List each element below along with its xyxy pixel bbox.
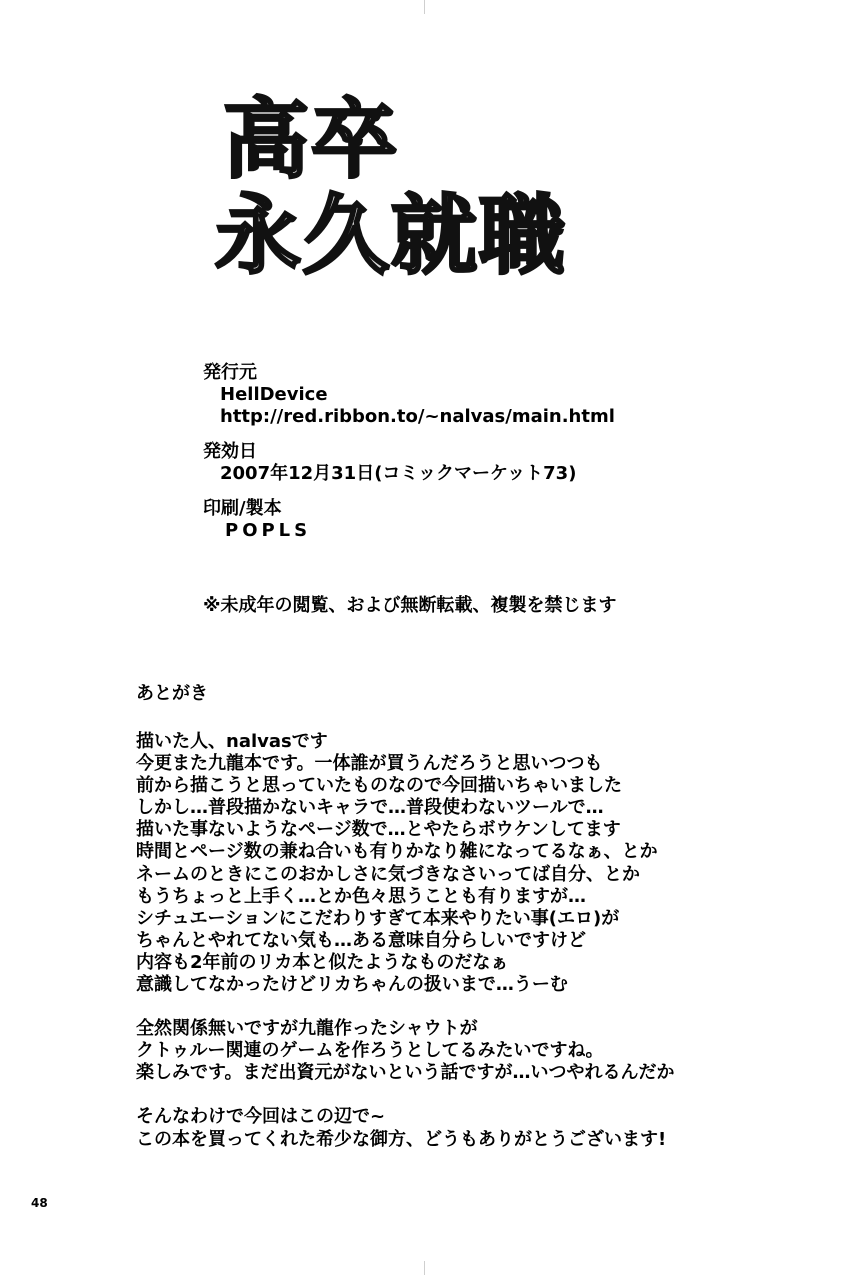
afterword-line: シチュエーションにこだわりすぎて本来やりたい事(エロ)が bbox=[136, 907, 620, 929]
colophon bbox=[203, 362, 763, 555]
afterword-line: 意識してなかったけどリカちゃんの扱いまで…うーむ bbox=[136, 974, 568, 996]
printing-value: POPLS bbox=[225, 520, 312, 541]
afterword-line: ネームのときにこのおかしさに気づきなさいってば自分、とか bbox=[136, 863, 640, 885]
afterword-line: 前から描こうと思っていたものなので今回描いちゃいました bbox=[136, 775, 622, 797]
afterword-paragraph-2 bbox=[136, 1018, 776, 1084]
afterword-line: 描いた人、nalvasです bbox=[136, 731, 328, 752]
reproduction-notice: ※未成年の閲覧、および無断転載、複製を禁じます bbox=[203, 595, 617, 616]
crop-mark-bottom bbox=[424, 1261, 425, 1275]
afterword-line: しかし…普段描かないキャラで…普段使わないツールで… bbox=[136, 797, 604, 819]
book-title bbox=[215, 92, 655, 284]
afterword-line: 時間とページ数の兼ね合いも有りかなり雑になってるなぁ、とか bbox=[136, 841, 658, 863]
afterword-line: そんなわけで今回はこの辺で~ bbox=[136, 1106, 386, 1128]
afterword-line: ちゃんとやれてない気も…ある意味自分らしいですけど bbox=[136, 929, 586, 951]
afterword-line: 楽しみです。まだ出資元がないという話ですが…いつやれるんだか bbox=[136, 1062, 675, 1084]
afterword bbox=[136, 683, 776, 1173]
afterword-line: この本を買ってくれた希少な御方、どうもありがとうございます! bbox=[136, 1128, 667, 1150]
publisher-label: 発行元 bbox=[203, 362, 257, 383]
afterword-line: 全然関係無いですが九龍作ったシャウトが bbox=[136, 1018, 478, 1040]
afterword-line: 描いた事ないようなページ数で…とやたらボウケンしてます bbox=[136, 819, 621, 841]
afterword-paragraph-1 bbox=[136, 731, 776, 996]
publisher-section bbox=[203, 362, 763, 428]
publisher-url: http://red.ribbon.to/~nalvas/main.html bbox=[220, 406, 615, 427]
issue-date-label: 発効日 bbox=[203, 441, 257, 462]
afterword-line: クトゥルー関連のゲームを作ろうとしてるみたいですね。 bbox=[136, 1040, 604, 1062]
afterword-paragraph-3 bbox=[136, 1106, 776, 1150]
printing-label: 印刷/製本 bbox=[203, 498, 282, 519]
book-title-line-1: 高卒 bbox=[223, 90, 399, 190]
issue-date-section bbox=[203, 441, 763, 485]
afterword-line: 今更また九龍本です。一体誰が買うんだろうと思いつつも bbox=[136, 753, 603, 775]
afterword-line: もうちょっと上手く…とか色々思うことも有りますが… bbox=[136, 885, 586, 907]
publisher-name: HellDevice bbox=[220, 384, 328, 405]
issue-date-value: 2007年12月31日(コミックマーケット73) bbox=[220, 463, 577, 484]
page-number: 48 bbox=[31, 1196, 48, 1210]
crop-mark-top bbox=[424, 0, 425, 14]
afterword-line: 内容も2年前のリカ本と似たようなものだなぁ bbox=[136, 951, 509, 973]
afterword-heading: あとがき bbox=[136, 683, 208, 704]
book-title-line-2: 永久就職 bbox=[215, 186, 567, 286]
printing-section bbox=[203, 498, 763, 542]
